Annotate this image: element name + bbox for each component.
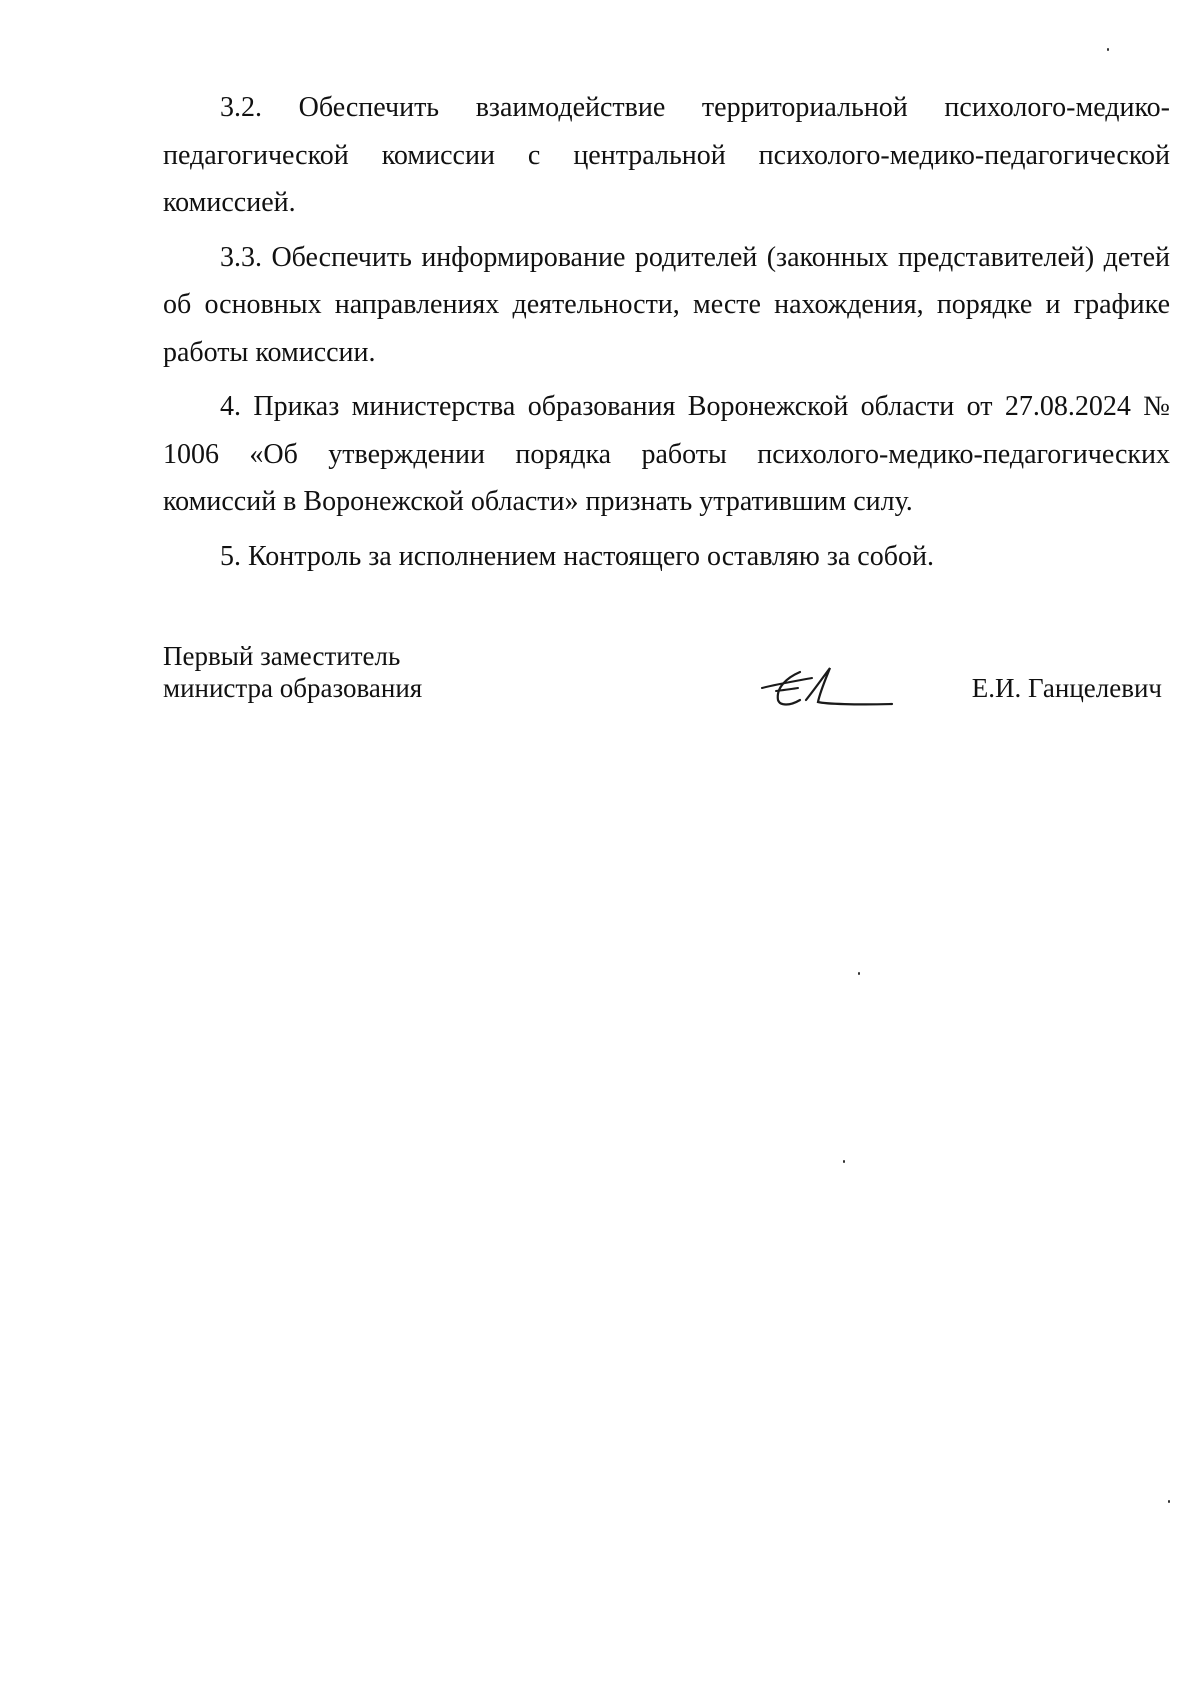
signer-title-line-2: министра образования — [163, 673, 423, 703]
paragraph-3-2: 3.2. Обеспечить взаимодействие территориальной психолого-медико-педагогической комиссии с центральной психолого-медико-педагогической комиссией. — [163, 92, 1170, 218]
paragraph-5: 5. Контроль за исполнением настоящего оставляю за собой. — [220, 540, 934, 572]
handwritten-signature — [756, 660, 896, 718]
scan-speck — [843, 1160, 845, 1163]
paragraph-3-3: 3.3. Обеспечить информирование родителей (законных представителей) детей об основных направлениях деятельности, месте нахождения, порядке и графике работы комиссии. — [163, 241, 1170, 368]
signature-block — [163, 640, 1170, 720]
scan-speck — [1107, 48, 1109, 51]
signer-name: Е.И. Ганцелевич — [971, 673, 1162, 703]
document-body — [163, 84, 1170, 587]
paragraph-4: 4. Приказ министерства образования Воронежской области от 27.08.2024 № 1006 «Об утверждении порядка работы психолого-медико-педагогических комиссий в Воронежской области» признать утратившим силу. — [163, 391, 1170, 517]
scan-speck — [858, 972, 860, 975]
signer-title — [163, 640, 422, 704]
scan-speck — [1168, 1500, 1170, 1503]
signer-title-line-1: Первый заместитель — [163, 641, 401, 671]
